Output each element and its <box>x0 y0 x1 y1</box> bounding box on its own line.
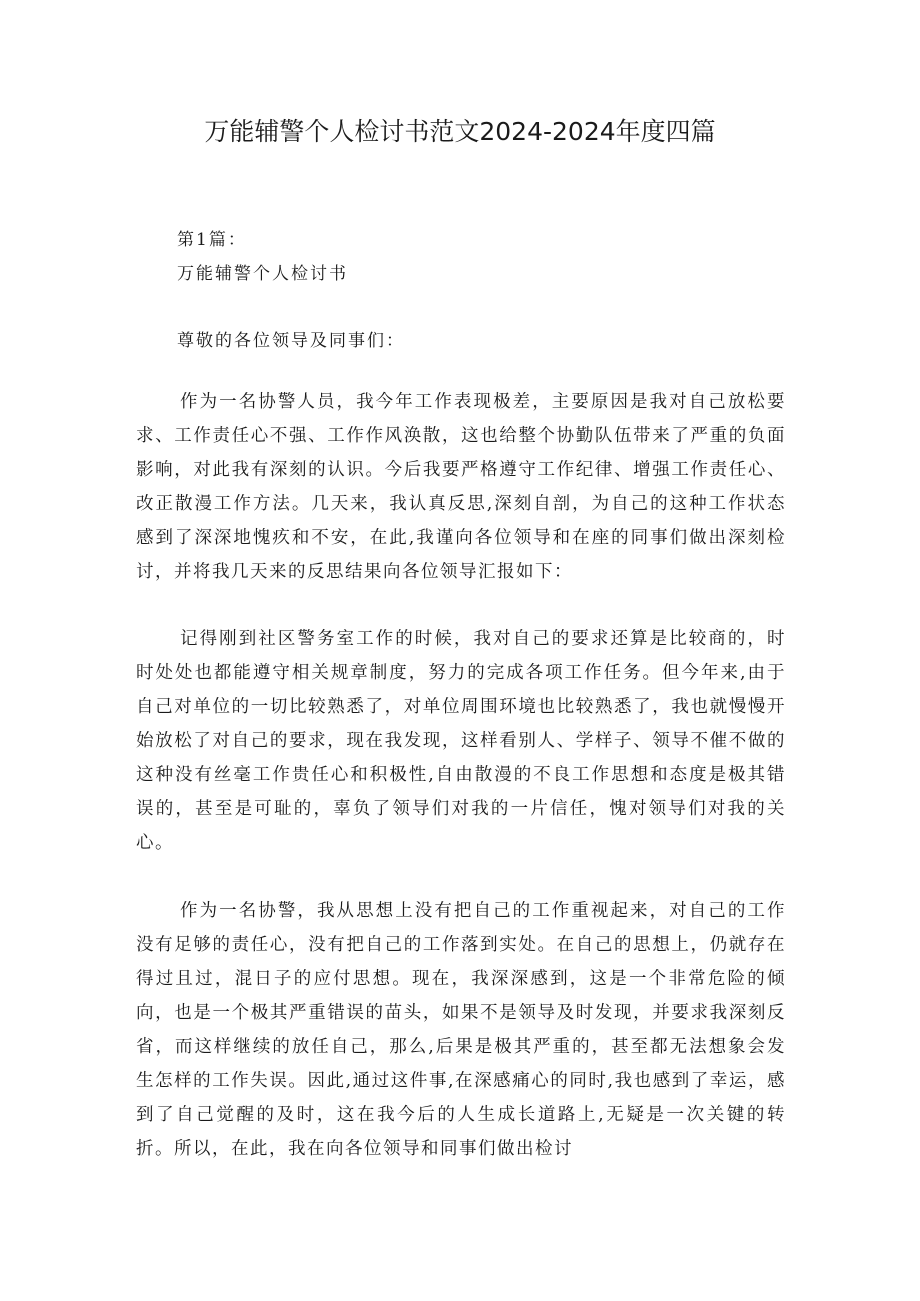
document-title: 万能辅警个人检讨书范文2024-2024年度四篇 <box>204 117 716 146</box>
salutation: 尊敬的各位领导及同事们： <box>177 331 405 351</box>
paragraph-3: 作为一名协警，我从思想上没有把自己的工作重视起来，对自己的工作没有足够的责任心，没有把自己的工作落到实处。在自己的思想上，仍就存在得过且过，混日子的应付思想。现在，我深深感到，这是一个非常危险的倾向，也是一个极其严重错误的苗头，如果不是领导及时发现，并要求我深刻反省，而这样继续的放任自己，那么,后果是极其严重的，甚至都无法想象会发生怎样的工作失误。因此,通过这件事,在深感痛心的同时,我也感到了幸运，感到了自己觉醒的及时，这在我今后的人生成长道路上,无疑是一次关键的转折。所以，在此，我在向各位领导和同事们做出检讨 <box>136 901 786 1159</box>
paragraph-1: 作为一名协警人员，我今年工作表现极差，主要原因是我对自己放松要求、工作责任心不强、工作作风涣散，这也给整个协勤队伍带来了严重的负面影响，对此我有深刻的认识。今后我要严格遵守工作纪律、增强工作责任心、改正散漫工作方法。几天来，我认真反思,深刻自剖，为自己的这种工作状态感到了深深地愧疚和不安，在此,我谨向各位领导和在座的同事们做出深刻检讨，并将我几天来的反思结果向各位领导汇报如下： <box>136 392 786 582</box>
paragraph-2: 记得刚到社区警务室工作的时候，我对自己的要求还算是比较商的，时时处处也都能遵守相关规章制度，努力的完成各项工作任务。但今年来,由于自己对单位的一切比较熟悉了，对单位周围环境也比较熟悉了，我也就慢慢开始放松了对自己的要求，现在我发现，这样看别人、学样子、领导不催不做的这种没有丝毫工作贵任心和积极性,自由散漫的不良工作思想和态度是极其错误的，甚至是可耻的，辜负了领导们对我的一片信任，愧对领导们对我的关心。 <box>136 629 786 853</box>
section-label: 第1篇： <box>177 230 247 250</box>
section-title: 万能辅警个人检讨书 <box>177 264 348 284</box>
